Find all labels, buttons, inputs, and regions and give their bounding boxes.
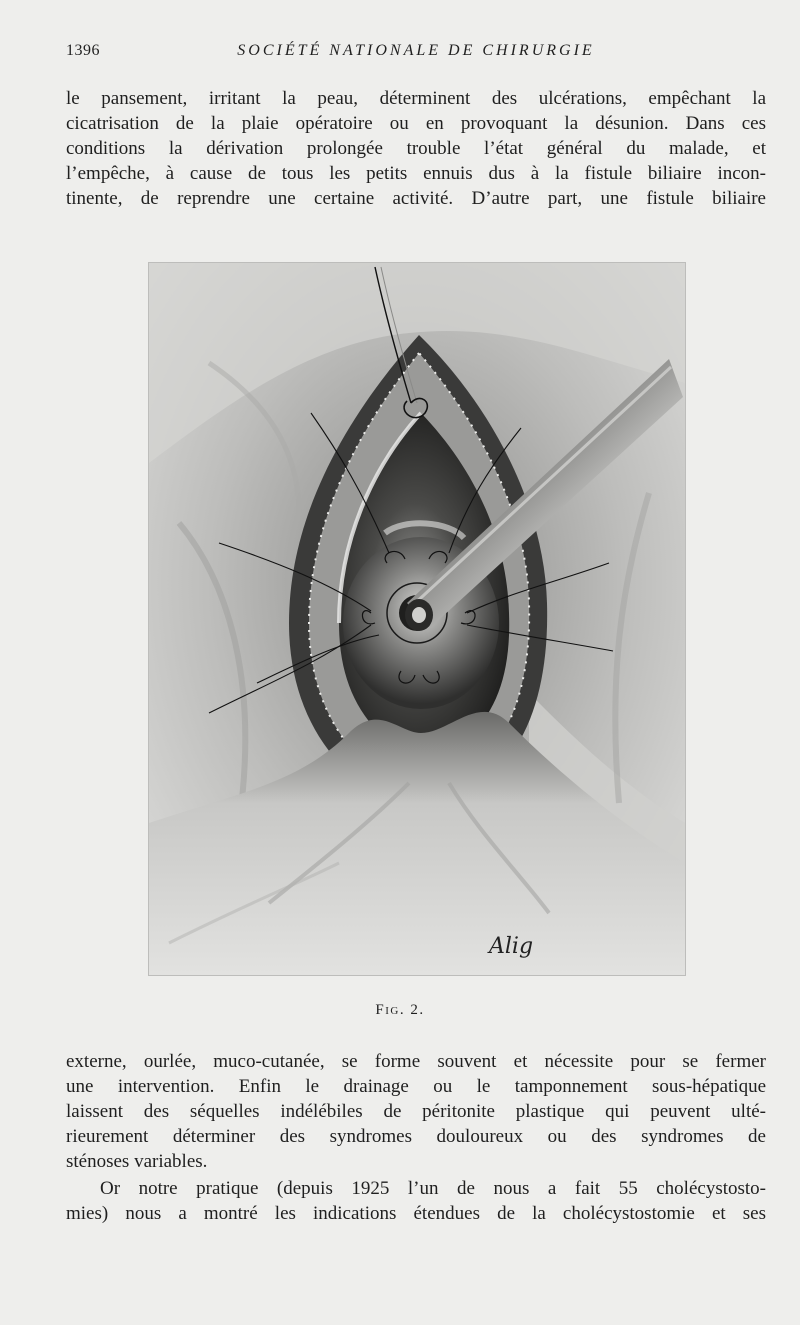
text-line: tinente, de reprendre une certaine activité. D’autre part, une fistule biliaire	[66, 188, 766, 209]
text-line: mies) nous a montré les indications étendues de la cholécystostomie et ses	[66, 1203, 766, 1224]
text-line: cicatrisation de la plaie opératoire ou en provoquant la désunion. Dans ces	[66, 113, 766, 134]
page-header	[66, 42, 766, 66]
text-line: sténoses variables.	[66, 1151, 208, 1172]
paragraph-last	[66, 1176, 766, 1226]
paragraph-top	[66, 86, 766, 211]
text-line: conditions la dérivation prolongée trouble l’état général du malade, et	[66, 138, 766, 159]
paragraph-bottom	[66, 1049, 766, 1174]
text-line: une intervention. Enfin le drainage ou le tamponnement sous-hépatique	[66, 1076, 766, 1097]
text-line: l’empêche, à cause de tous les petits ennuis dus à la fistule biliaire incon-	[66, 163, 766, 184]
page-number: 1396	[66, 42, 100, 59]
running-head: SOCIÉTÉ NATIONALE DE CHIRURGIE	[237, 42, 595, 59]
illustration-drawing	[149, 263, 685, 975]
text-line: rieurement déterminer des syndromes douloureux ou des syndromes de	[66, 1126, 766, 1147]
text-line: Or notre pratique (depuis 1925 l’un de nous a fait 55 cholécystosto-	[100, 1178, 766, 1199]
artist-signature: Alig	[489, 934, 534, 959]
text-line: laissent des séquelles indélébiles de péritonite plastique qui peuvent ulté-	[66, 1101, 766, 1122]
text-line: le pansement, irritant la peau, déterminent des ulcérations, empêchant la	[66, 88, 766, 109]
surgical-illustration	[148, 262, 686, 976]
figure-caption: Fig. 2.	[375, 1002, 425, 1018]
text-line: externe, ourlée, muco-cutanée, se forme souvent et nécessite pour se fermer	[66, 1051, 766, 1072]
